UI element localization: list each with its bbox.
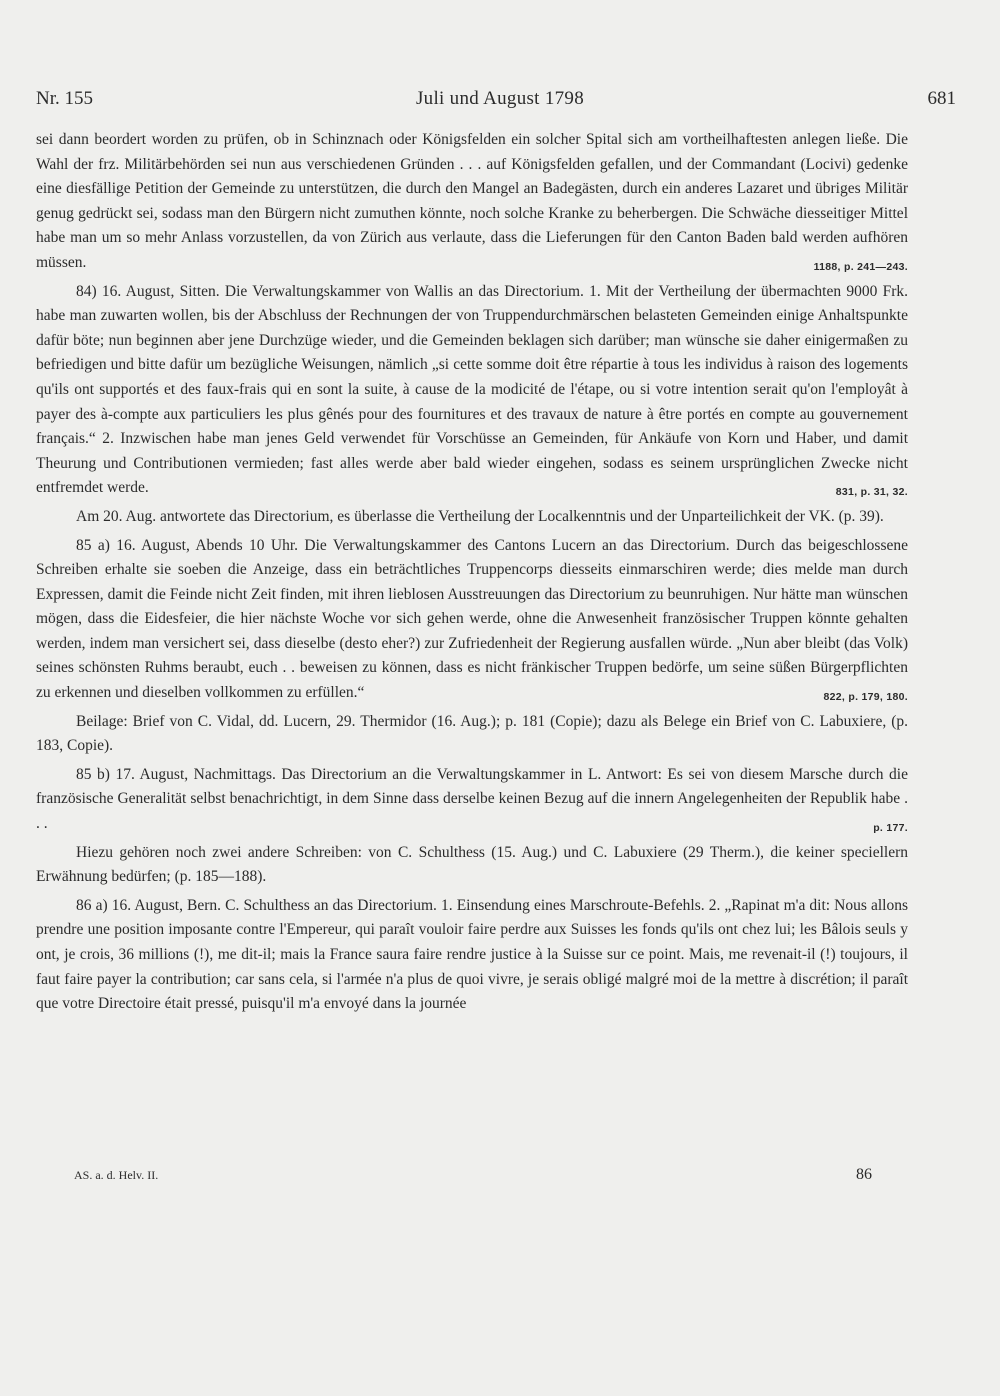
paragraph-text: Beilage: Brief von C. Vidal, dd. Lucern, 29. Thermidor (16. Aug.); p. 181 (Copie); dazu als Belege ein Brief von C. Labuxiere, (p. 183, Copie). — [36, 712, 908, 755]
sheet-number: 86 — [856, 1166, 872, 1183]
paragraph-text: Hiezu gehören noch zwei andere Schreiben: von C. Schulthess (15. Aug.) und C. Labuxiere (29 Therm.), die keiner speciellern Erwähnung bedürfen; (p. 185—188). — [36, 843, 908, 886]
source-reference: 1188, p. 241—243. — [813, 260, 908, 273]
paragraph-text: 85 a) 16. August, Abends 10 Uhr. Die Verwaltungskammer des Cantons Lucern an das Directorium. Durch das beigeschlossene Schreiben erhalte sie soeben die Anzeige, dass ein beträchtliches Truppencorps diesseits einmarschiren werde; dies melde man durch Expressen, damit die Feinde nicht Zeit finden, mit ihren lieblosen Ausstreuungen das Directorium zu beunruhigen. Nur hätte man wünschen mögen, dass die Eidesfeier, die hier nächste Woche vor sich gehen werde, ohne die Anwesenheit französischer Truppen könnte gehalten werden, indem man versichert sei, dass dieselbe (desto eher?) zur Zufriedenheit der Regierung ausfallen würde. „Nun aber bleibt (das Volk) seines schönsten Ruhms beraubt, euch . . beweisen zu können, dass es nicht fränkischer Truppen bedörfe, um seine süßen Bürgerpflichten zu erkennen und dieselben vollkommen zu erfüllen.“ — [36, 536, 908, 702]
paragraph — [36, 534, 908, 706]
collection-signature: AS. a. d. Helv. II. — [74, 1168, 159, 1182]
paragraph-text: 86 a) 16. August, Bern. C. Schulthess an das Directorium. 1. Einsendung eines Marschroute-Befehls. 2. „Rapinat m'a dit: Nous allons prendre une position imposante contre l'Empereur, qui paraît vouloir faire perdre aux Suisses les fonds qu'ils ont chez lui; les Bâlois seuls y ont, je crois, 36 millions (!), me dit-il; mais la France saura faire rendre justice à la Suisse sur ce point. Mais, me revenait-il (!) toujours, il faut faire payer la contribution; car sans cela, si l'armée n'a plus de quoi vivre, je serais obligé malgré moi de la mettre à discrétion; il paraît que votre Directoire était pressé, puisqu'il m'a envoyé dans la journée — [36, 896, 908, 1013]
page-number: 681 — [927, 88, 956, 109]
running-title: Juli und August 1798 — [415, 88, 585, 109]
source-reference: 831, p. 31, 32. — [835, 486, 908, 499]
paragraph — [36, 894, 908, 1017]
paragraph-text: sei dann beordert worden zu prüfen, ob in Schinznach oder Königsfelden ein solcher Spital sich am vortheilhaftesten anlegen ließe. Die Wahl der frz. Militärbehörden sei nun aus verschiedenen Gründen . . . auf Königsfelden gefallen, und der Commandant (Locivi) gedenke eine diesfällige Petition der Gemeinde zu unterstützen, die durch den Mangel an Badegästen, durch ein anderes Lazaret und übriges Militär genug gedrückt sei, sodass man den Bürgern nicht zumuthen könnte, noch solche Kranke zu beherbergen. Die Schwäche diesseitiger Mittel habe man um so mehr Anlass vorzustellen, da von Zürich aus verlaute, dass die Lieferungen für den Canton Baden bald werden aufhören müssen. — [36, 131, 908, 271]
source-reference: p. 177. — [873, 822, 908, 835]
paragraph-text: 84) 16. August, Sitten. Die Verwaltungskammer von Wallis an das Directorium. 1. Mit der Vertheilung der übermachten 9000 Frk. habe man zuwarten wollen, bis der Abschluss der Rechnungen der von Truppendurchmärschen belasteten Gemeinden einige Anhaltspunkte dafür böte; nun beginnen aber jene Durchzüge wieder, und die Gemeinden beklagen sich darüber; man wünsche sie daher einigermaßen zu befriedigen und bitte dafür um bezügliche Weisungen, nämlich „si cette somme doit être répartie à tous les individus à raison des logements qu'ils ont supportés et des faux-frais qui en sont la suite, à cause de la modicité de l'étape, ou si votre intention serait qu'on l'employât à payer des à-compte aux particuliers les plus gênés pour des fournitures et des travaux de nature à être portés en compte au gouvernement français.“ 2. Inzwischen habe man jenes Geld verwendet für Vorschüsse an Gemeinden, für Ankäufe von Korn und Haber, und damit Theurung und Contributionen vermieden; fast alles werde aber bald wieder eingehen, sodass es seinem ursprünglichen Zwecke nicht entfremdet werde. — [36, 282, 908, 497]
page-header — [36, 88, 964, 118]
paragraph-text: Am 20. Aug. antwortete das Directorium, es überlasse die Vertheilung der Localkenntnis und der Unparteilichkeit der VK. (p. 39). — [76, 507, 884, 525]
paragraph — [36, 763, 908, 837]
paragraph — [36, 710, 908, 759]
paragraph — [36, 128, 908, 276]
entry-number: Nr. 155 — [36, 88, 93, 109]
paragraph — [36, 280, 908, 501]
document-body — [36, 128, 908, 1021]
paragraph — [36, 841, 908, 890]
source-reference: 822, p. 179, 180. — [823, 691, 908, 704]
paragraph — [36, 505, 908, 530]
paragraph-text: 85 b) 17. August, Nachmittags. Das Directorium an die Verwaltungskammer in L. Antwort: Es sei von diesem Marsche durch die französische Generalität selbst benachrichtigt, in dem Sinne dass derselbe keinen Bezug auf die innern Angelegenheiten der Republik habe . . . — [36, 765, 908, 833]
